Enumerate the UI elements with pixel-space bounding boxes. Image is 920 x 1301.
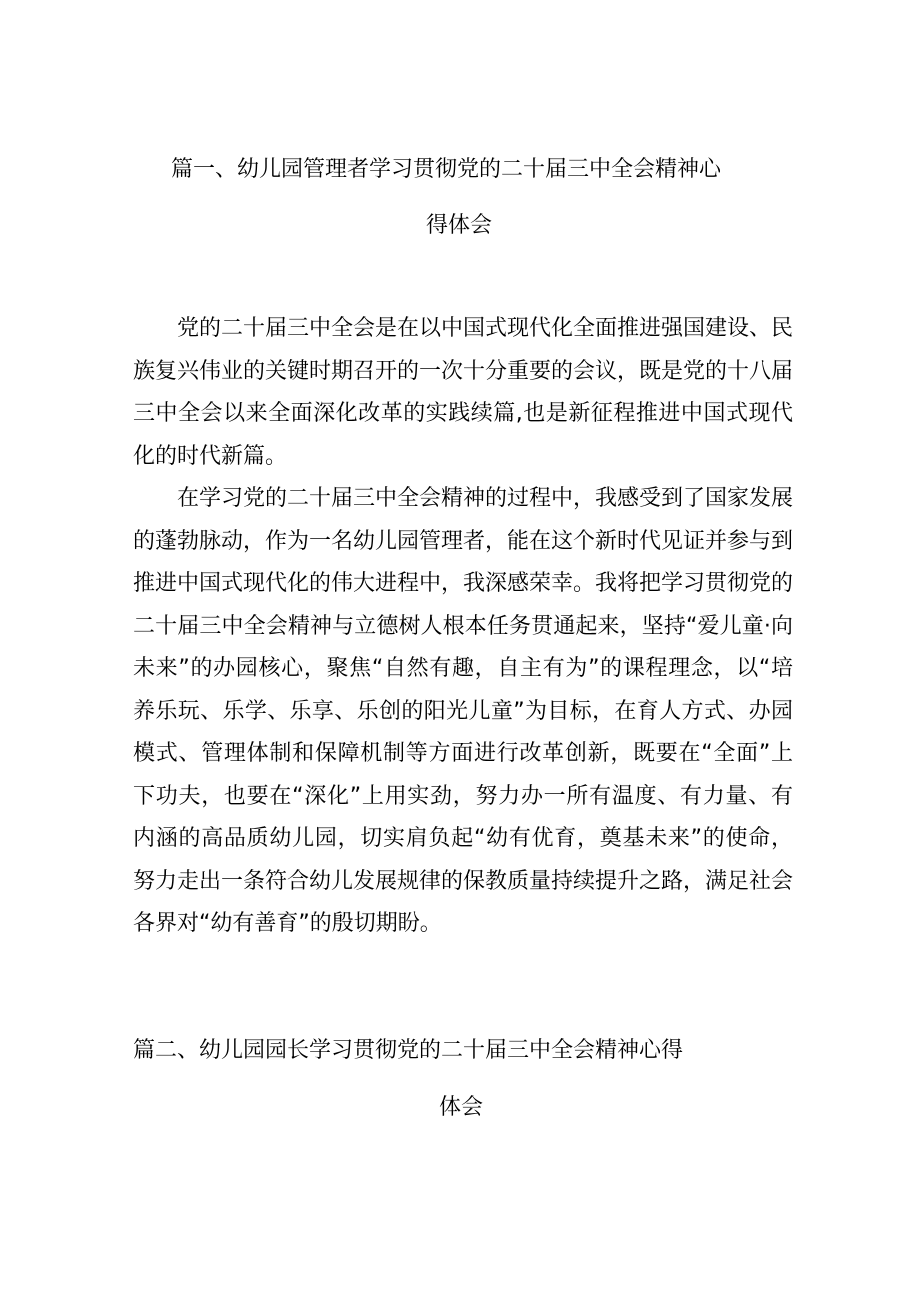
section1-paragraph-1: 党的二十届三中全会是在以中国式现代化全面推进强国建设、民族复兴伟业的关键时期召开的一次十分重要的会议，既是党的十八届三中全会以来全面深化改革的实践续篇,也是新征程推进中国式现代化的时代新篇。 [133, 316, 794, 469]
section1-paragraph-2: 在学习党的二十届三中全会精神的过程中，我感受到了国家发展的蓬勃脉动，作为一名幼儿园管理者，能在这个新时代见证并参与到推进中国式现代化的伟大进程中，我深感荣幸。我将把学习贯彻党的二十届三中全会精神与立德树人根本任务贯通起来，坚持“爱儿童·向未来”的办园核心，聚焦“自然有趣，自主有为”的课程理念，以“培养乐玩、乐学、乐享、乐创的阳光儿童”为目标，在育人方式、办园模式、管理体制和保障机制等方面进行改革创新，既要在“全面”上下功夫，也要在“深化”上用实劲，努力办一所有温度、有力量、有内涵的高品质幼儿园，切实肩负起“幼有优育，奠基未来”的使命，努力走出一条符合幼儿发展规律的保教质量持续提升之路，满足社会各界对“幼有善育”的殷切期盼。 [133, 486, 794, 936]
section1-title-line1: 篇一、幼儿园管理者学习贯彻党的二十届三中全会精神心 [171, 157, 722, 182]
section1-body [133, 308, 793, 946]
section2-title-line2: 体会 [439, 1095, 484, 1120]
section1-title-line2: 得体会 [426, 213, 493, 238]
section2-title-line1: 篇二、幼儿园园长学习贯彻党的二十届三中全会精神心得 [133, 1038, 684, 1063]
